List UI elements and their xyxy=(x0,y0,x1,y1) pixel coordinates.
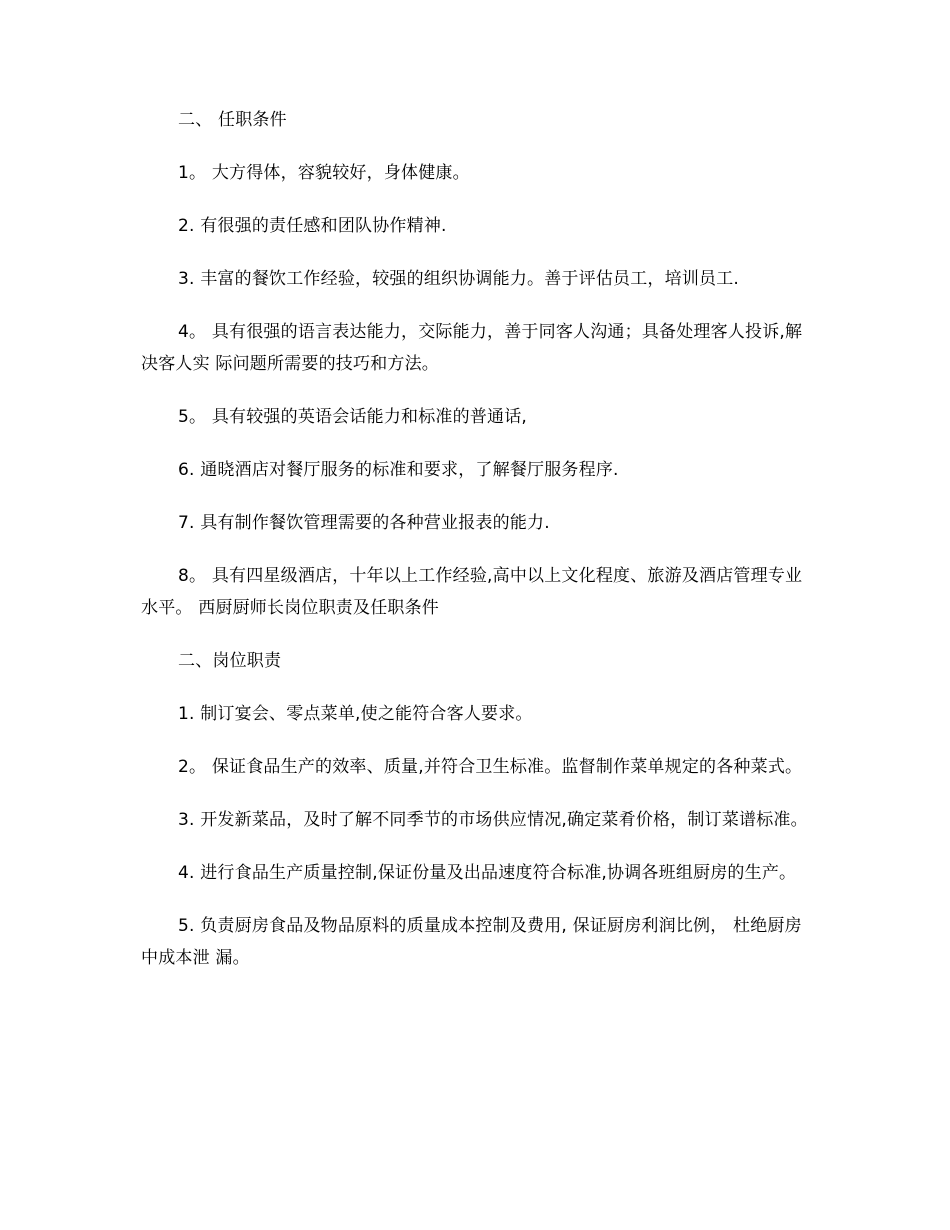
paragraph: 5. 负责厨房食品及物品原料的质量成本控制及费用, 保证厨房利润比例， 杜绝厨房中成本泄 漏。 xyxy=(141,916,802,968)
paragraph: 2。 保证食品生产的效率、质量,并符合卫生标准。监督制作菜单规定的各种菜式。 xyxy=(178,757,803,777)
paragraph: 5。 具有较强的英语会话能力和标准的普通话, xyxy=(178,407,528,427)
paragraph: 6. 通晓酒店对餐厅服务的标准和要求，了解餐厅服务程序. xyxy=(178,460,619,480)
document-body xyxy=(141,104,813,995)
paragraph: 4。 具有很强的语言表达能力，交际能力，善于同客人沟通；具备处理客人投诉,解决客人实 际问题所需要的技巧和方法。 xyxy=(141,322,803,374)
paragraph: 7. 具有制作餐饮管理需要的各种营业报表的能力. xyxy=(178,513,550,533)
paragraph: 1. 制订宴会、零点菜单,使之能符合客人要求。 xyxy=(178,704,533,724)
paragraph: 2. 有很强的责任感和团队协作精神. xyxy=(178,216,447,236)
paragraph: 1。 大方得体，容貌较好，身体健康。 xyxy=(178,163,470,183)
paragraph: 4. 进行食品生产质量控制,保证份量及出品速度符合标准,协调各班组厨房的生产。 xyxy=(178,863,797,883)
section-heading-qualifications: 二、 任职条件 xyxy=(178,110,287,130)
paragraph: 3. 开发新菜品，及时了解不同季节的市场供应情况,确定菜肴价格，制订菜谱标准。 xyxy=(178,810,808,830)
paragraph: 3. 丰富的餐饮工作经验，较强的组织协调能力。善于评估员工，培训员工. xyxy=(178,269,740,289)
section-heading-duties: 二、岗位职责 xyxy=(178,651,282,671)
paragraph: 8。 具有四星级酒店，十年以上工作经验,高中以上文化程度、旅游及酒店管理专业水平。 西厨厨师长岗位职责及任职条件 xyxy=(141,566,803,618)
